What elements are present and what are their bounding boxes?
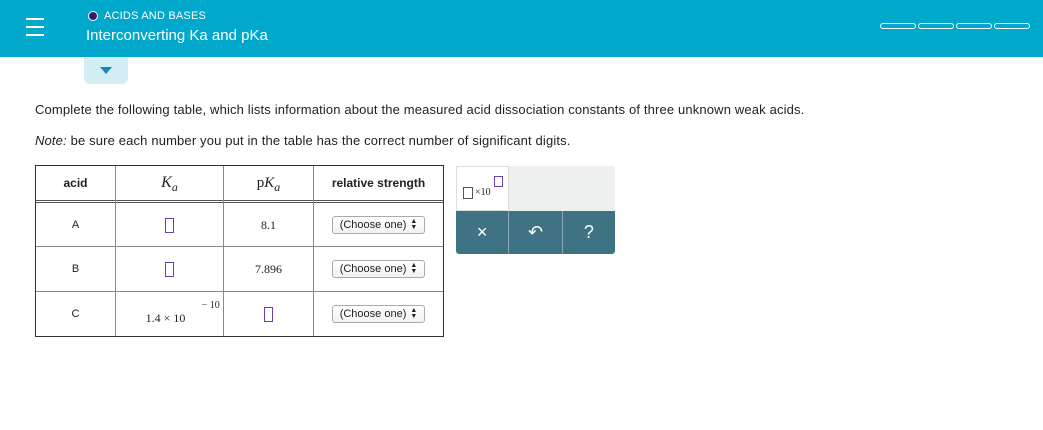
- chevron-down-icon: [100, 67, 112, 74]
- clear-button[interactable]: [456, 211, 509, 254]
- tool-palette: [456, 166, 615, 211]
- header-relative-strength: relative strength: [331, 176, 426, 190]
- pka-c-input[interactable]: [264, 307, 273, 322]
- pka-c-cell: [224, 292, 313, 336]
- pka-a-value: 8.1: [261, 217, 276, 232]
- ka-c-exponent: − 10: [201, 299, 220, 311]
- undo-button[interactable]: [509, 211, 562, 254]
- select-arrows-icon: ▲ ▼: [410, 218, 418, 231]
- sci-notation-button[interactable]: [456, 166, 509, 211]
- acid-c-name: C: [71, 308, 80, 320]
- ka-a-cell: [116, 204, 223, 246]
- select-label: (Choose one): [339, 219, 407, 231]
- relative-c-select[interactable]: [332, 305, 426, 323]
- ka-symbol: K: [161, 174, 172, 191]
- progress-segment: [956, 23, 992, 29]
- ka-c-mantissa: 1.4 × 10: [145, 310, 186, 325]
- topic-row: [88, 8, 206, 24]
- progress-segment: [918, 23, 954, 29]
- page-title: Interconverting Ka and pKa: [86, 27, 268, 44]
- select-label: (Choose one): [339, 308, 407, 320]
- relative-b-cell: [314, 247, 443, 291]
- header-acid: acid: [63, 176, 88, 190]
- progress-segment: [880, 23, 916, 29]
- expand-toggle-button[interactable]: [84, 57, 128, 84]
- close-icon: ×: [476, 222, 488, 242]
- header-ka: [116, 166, 223, 200]
- header-pka: [224, 166, 313, 200]
- instructions-text: Complete the following table, which lists information about the measured acid dissociation constants of three unknown weak acids.: [35, 102, 805, 117]
- relative-b-select[interactable]: [332, 260, 426, 278]
- note-label: Note:: [35, 133, 67, 148]
- ka-b-cell: [116, 247, 223, 291]
- relative-a-select[interactable]: [332, 216, 426, 234]
- relative-a-cell: [314, 204, 443, 246]
- acid-a-name: A: [71, 219, 80, 231]
- pka-b-value: 7.896: [255, 261, 282, 276]
- pka-subscript: a: [274, 179, 281, 194]
- topic-status-dot: [88, 11, 98, 21]
- tool-action-bar: [456, 211, 615, 254]
- ka-c-cell: [116, 292, 223, 336]
- select-label: (Choose one): [339, 263, 407, 275]
- ka-b-input[interactable]: [165, 262, 174, 277]
- ka-a-input[interactable]: [165, 218, 174, 233]
- select-arrows-icon: ▲ ▼: [410, 307, 418, 320]
- select-arrows-icon: ▲ ▼: [410, 262, 418, 275]
- acid-b-name: B: [71, 263, 80, 275]
- ka-subscript: a: [171, 179, 178, 194]
- sci-notation-label: ×10: [475, 187, 491, 198]
- menu-icon[interactable]: [26, 18, 44, 38]
- acid-table: [35, 165, 444, 337]
- sci-notation-icon: [461, 175, 509, 205]
- undo-icon: ↶: [527, 222, 544, 242]
- top-header-bar: [0, 0, 1043, 57]
- note-text: [35, 133, 571, 148]
- note-body: be sure each number you put in the table has the correct number of significant digits.: [66, 133, 571, 148]
- pka-symbol: K: [264, 174, 275, 191]
- progress-indicator: [880, 23, 1032, 31]
- ka-c-value: [145, 299, 220, 326]
- help-icon: ?: [583, 222, 594, 242]
- answer-tool-panel: [456, 166, 615, 254]
- progress-segment: [994, 23, 1030, 29]
- pka-prefix: p: [256, 174, 265, 191]
- help-button[interactable]: [563, 211, 615, 254]
- relative-c-cell: [314, 292, 443, 336]
- topic-label: ACIDS AND BASES: [104, 10, 207, 22]
